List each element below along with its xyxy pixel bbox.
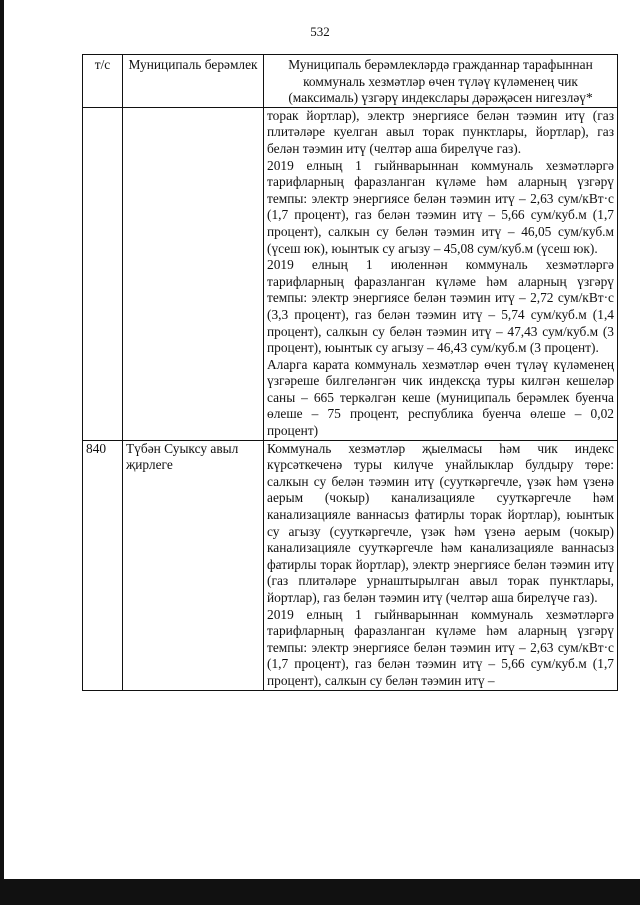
grounds-paragraph: Аларга карата коммуналь хезмәтләр өчен түләү күләменең үзгәреше билгеләнгән чик индексқа туры килгән кешеләр саны – 665 теркәлгән кеше (муниципаль берәмлек буенча өлеше – 75 процент, республика буенча өлеше – 0,02 процент) <box>267 356 614 439</box>
header-grounds: Муниципаль берәмлекләрдә гражданнар тарафыннан коммуналь хезмәтләр өчен түләү күләменең чик (максималь) үзгәрү индекслары дәрәҗәсен нигезләү* <box>264 55 618 108</box>
grounds-paragraph: 2019 елның 1 гыйнварыннан коммуналь хезмәтләргә тарифларның фаразланган күләме һәм аларның үзгәрү темпы: электр энергиясе белән тәэмин итү – 2,63 сум/кВт·с (1,7 процент), газ белән тәэмин итү – 5,66 сум/куб.м (1,7 процент), салкын су белән тәэмин итү – 46,05 сум/куб.м (үсеш юк), юынтык су агызу – 45,08 сум/куб.м (үсеш юк). <box>267 157 614 256</box>
tariff-table <box>82 54 618 691</box>
table-row <box>83 440 618 690</box>
grounds-paragraph: Коммуналь хезмәтләр җыелмасы һәм чик индекс күрсәткеченә туры килүче унайлыклар булдыру төре: салкын су белән тәэмин итү (сууткәргечле, үзәк һәм үзенә аерым (чокыр) канализацияле сууткәргечле һәм канализацияле ваннасыз фатирлы торак йортлар), юынтык су агызу (сууткәргечле, үзәк һәм үзенә аерым (чокыр) канализацияле сууткәргечле һәм канализацияле ваннасыз фатирлы торак йортлар), электр энергиясе белән тәэмин итү (газ плитәләре урнаштырылган авыл торак пунктлары, йортлар), газ белән тәэмин итү (челтәр аша бирелүче газ). <box>267 440 614 605</box>
row-municipality: Түбән Суыксу авыл җирлеге <box>123 440 264 690</box>
row-grounds <box>264 440 618 690</box>
row-number: 840 <box>83 440 123 690</box>
table-row <box>83 107 618 440</box>
scan-border-left <box>0 0 4 905</box>
row-grounds <box>264 107 618 440</box>
scan-border-bottom <box>0 879 640 905</box>
grounds-paragraph: торак йортлар), электр энергиясе белән тәэмин итү (газ плитәләре куелган авыл торак пунктлары, йортлар), газ белән тәэмин итү (челтәр аша бирелүче газ). <box>267 107 614 156</box>
page-number: 532 <box>310 24 330 39</box>
row-number <box>83 107 123 440</box>
header-municipality: Муниципаль берәмлек <box>123 55 264 108</box>
grounds-paragraph: 2019 елның 1 июленнән коммуналь хезмәтләргә тарифларның фаразланган күләме һәм аларның үзгәрү темпы: электр энергиясе белән тәэмин итү – 2,72 сум/кВт·с (3,3 процент), газ белән тәэмин итү – 5,74 сум/куб.м (1,4 процент), салкын су белән тәэмин итү – 47,43 сум/куб.м (3 процент), юынтык су агызу – 46,43 сум/куб.м (3 процент). <box>267 257 614 356</box>
header-number: т/с <box>83 55 123 108</box>
table-header-row <box>83 55 618 108</box>
grounds-paragraph: 2019 елның 1 гыйнварыннан коммуналь хезмәтләргә тарифларның фаразланган күләме һәм аларның үзгәрү темпы: электр энергиясе белән тәэмин итү – 2,63 сум/кВт·с (1,7 процент), газ белән тәэмин итү – 5,66 сум/куб.м (1,7 процент), салкын су белән тәэмин итү – <box>267 606 614 688</box>
row-municipality <box>123 107 264 440</box>
